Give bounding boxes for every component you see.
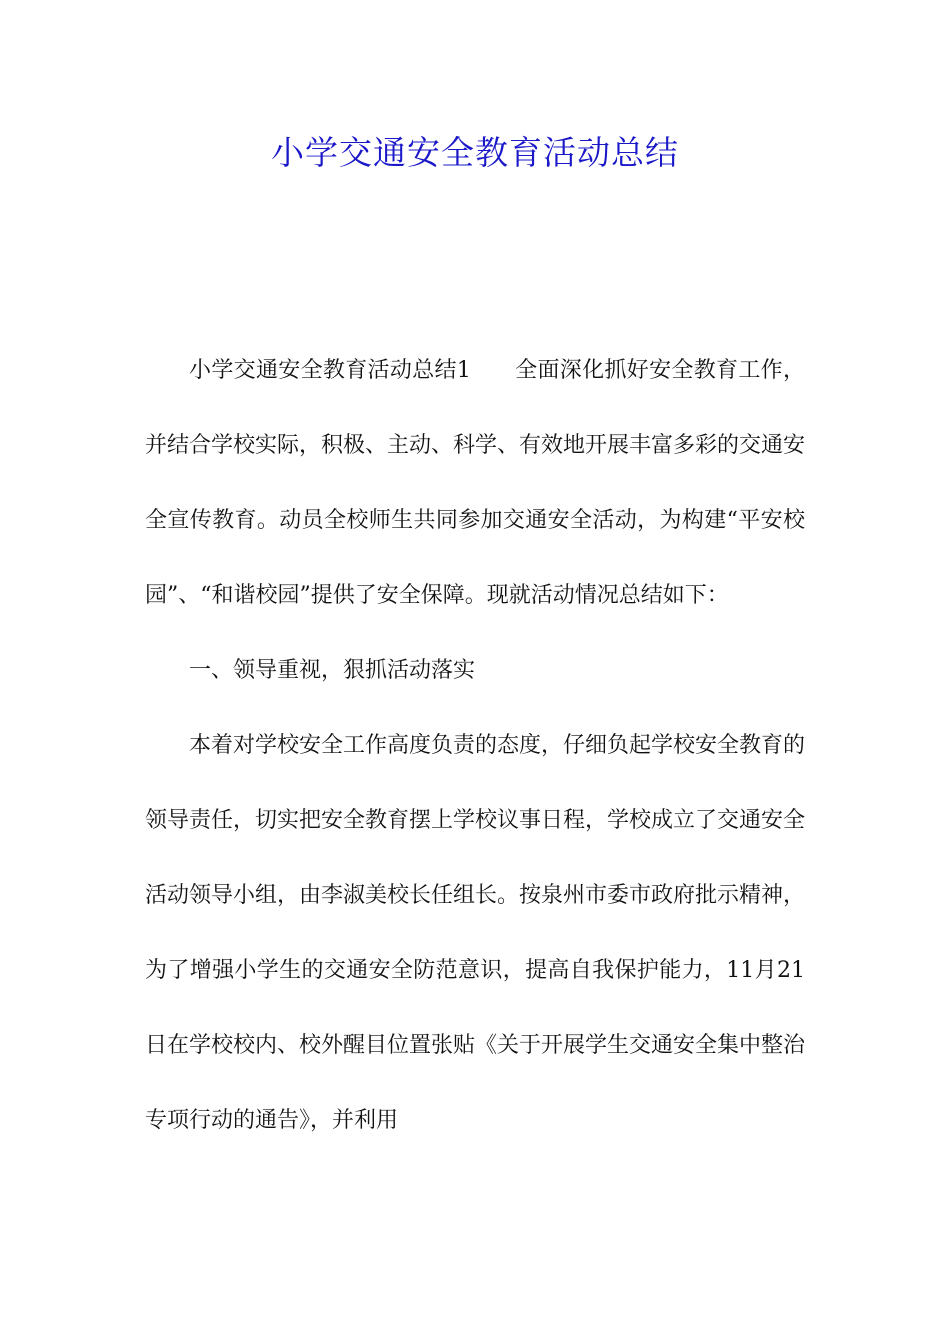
paragraph-lead: 小学交通安全教育活动总结1 bbox=[189, 358, 471, 383]
paragraph-text: 全面深化抓好安全教育工作，并结合学校实际，积极、主动、科学、有效地开展丰富多彩的交通安全宣传教育。动员全校师生共同参加交通安全活动，为构建“平安校园”、“和谐校园”提供了安全保障。现就活动情况总结如下： bbox=[145, 358, 806, 608]
paragraph-section-1: 本着对学校安全工作高度负责的态度，仔细负起学校安全教育的领导责任，切实把安全教育摆上学校议事日程，学校成立了交通安全活动领导小组，由李淑美校长任组长。按泉州市委市政府批示精神，为了增强小学生的交通安全防范意识，提高自我保护能力，11月21日在学校校内、校外醒目位置张贴《关于开展学生交通安全集中整治专项行动的通告》，并利用 bbox=[145, 733, 806, 1133]
section-heading-1: 一、领导重视，狠抓活动落实 bbox=[189, 658, 476, 683]
paragraph-intro bbox=[145, 333, 805, 633]
document-title: 小学交通安全教育活动总结 bbox=[271, 133, 679, 172]
document-body bbox=[145, 333, 805, 1158]
